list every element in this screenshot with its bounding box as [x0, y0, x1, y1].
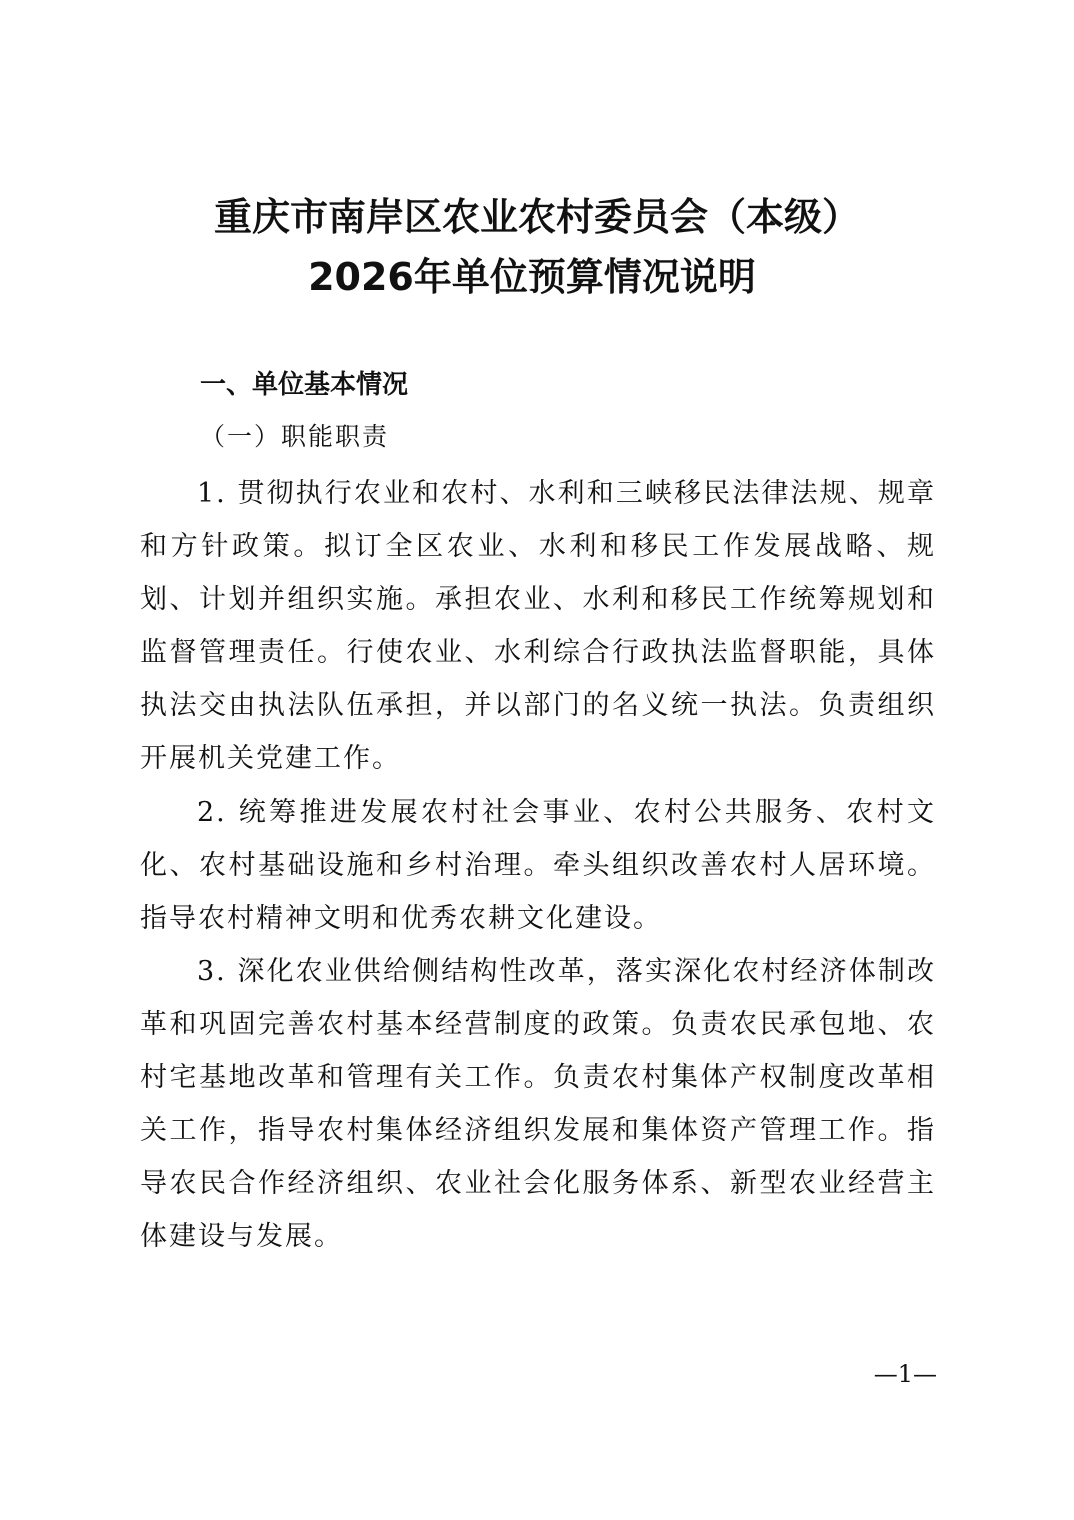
section-heading: 一、单位基本情况 — [200, 370, 409, 400]
paragraph-1: 1. 贯彻执行农业和农村、水利和三峡移民法律法规、规章和方针政策。拟订全区农业、水利和移民工作发展战略、规划、计划并组织实施。承担农业、水利和移民工作统筹规划和监督管理责任。行使农业、水利综合行政执法监督职能，具体执法交由执法队伍承担，并以部门的名义统一执法。负责组织开展机关党建工作。 — [140, 478, 936, 774]
document-title-line-2: 2026年单位预算情况说明 — [308, 255, 756, 299]
paragraph-2: 2. 统筹推进发展农村社会事业、农村公共服务、农村文化、农村基础设施和乡村治理。牵头组织改善农村人居环境。指导农村精神文明和优秀农耕文化建设。 — [140, 797, 936, 934]
subsection-heading: （一）职能职责 — [200, 422, 390, 451]
page-number: —1— — [873, 1360, 937, 1388]
paragraph-3: 3. 深化农业供给侧结构性改革，落实深化农村经济体制改革和巩固完善农村基本经营制度的政策。负责农民承包地、农村宅基地改革和管理有关工作。负责农村集体产权制度改革相关工作，指导农村集体经济组织发展和集体资产管理工作。指导农民合作经济组织、农业社会化服务体系、新型农业经营主体建设与发展。 — [140, 956, 936, 1252]
document-title-line-1: 重庆市南岸区农业农村委员会（本级） — [213, 195, 860, 239]
